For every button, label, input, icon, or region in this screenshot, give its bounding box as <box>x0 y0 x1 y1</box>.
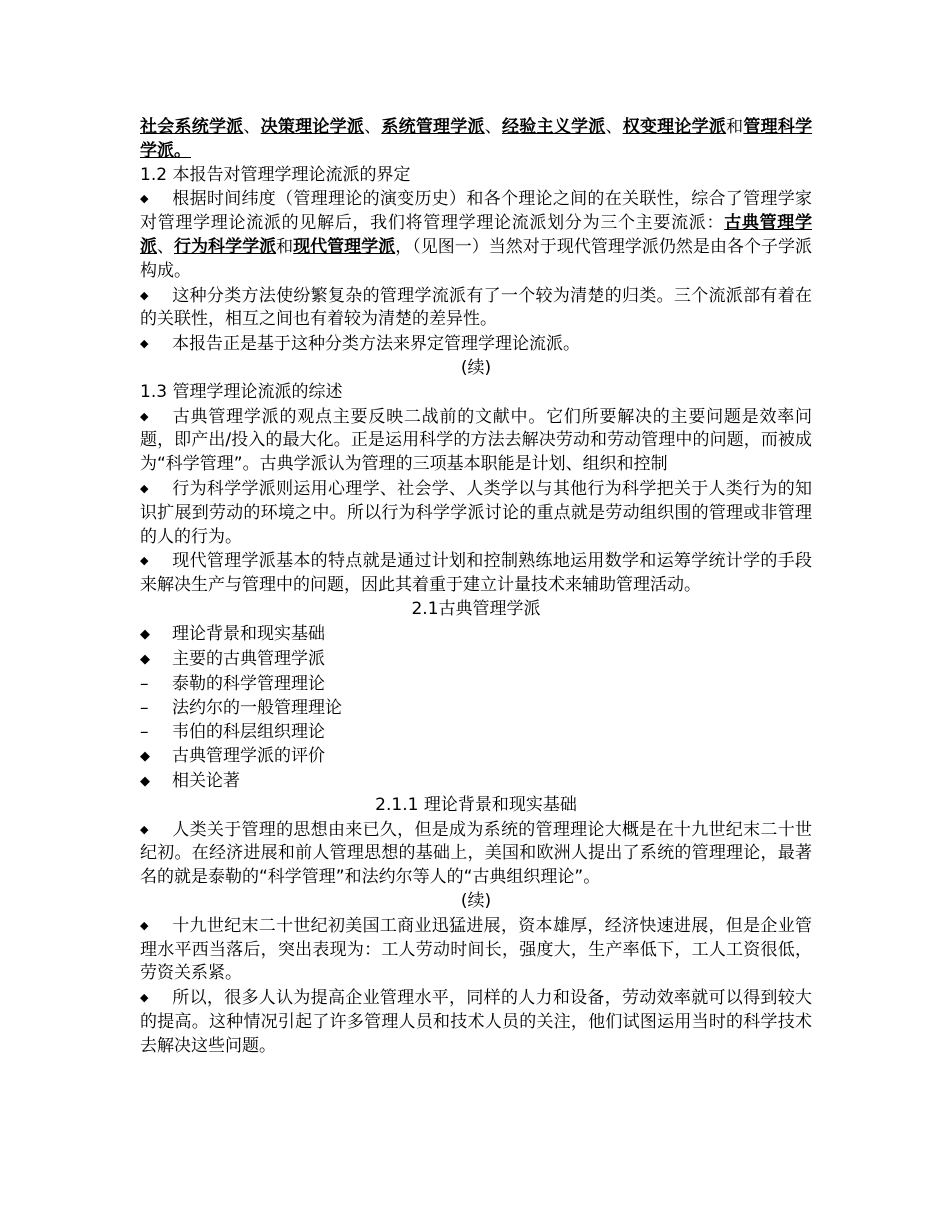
separator: 、 <box>364 117 382 137</box>
outline-item <box>140 622 812 647</box>
outline-item-label: 理论背景和现实基础 <box>172 623 325 644</box>
paragraph-1-2-a <box>140 187 812 283</box>
outline-item-label: 主要的古典管理学派 <box>172 648 325 669</box>
separator: 、 <box>243 117 261 137</box>
separator: 、 <box>605 117 623 137</box>
outline-item-label: 韦伯的科层组织理论 <box>172 721 325 742</box>
diamond-bullet-icon: ◆ <box>140 481 149 495</box>
dash-bullet-icon: – <box>140 673 149 694</box>
school-management-science: 管理科学学派 <box>140 117 813 161</box>
section-heading-2-1: 2.1古典管理学派 <box>411 598 541 619</box>
school-empiricism: 经验主义学派 <box>502 117 606 137</box>
school-modern: 现代管理学派 <box>293 236 396 257</box>
paragraph-text: 人类关于管理的思想由来已久，但是成为系统的管理理论大概是在十九世纪末二十世纪初。在经济进展和前人管理思想的基础上，美国和欧洲人提出了系统的管理理论，最著名的就是泰勒的“科学管理”和法约尔等人的“古典组织理论”。 <box>140 819 812 888</box>
school-contingency: 权变理论学派 <box>622 117 727 137</box>
diamond-bullet-icon: ◆ <box>140 192 149 206</box>
paragraph-text: 这种分类方法使纷繁复杂的管理学流派有了一个较为清楚的归类。三个流派部有着在的关联性，相互之间也有着较为清楚的差异性。 <box>140 285 812 330</box>
paragraph-2-1-1-b <box>140 914 812 986</box>
diamond-bullet-icon: ◆ <box>140 822 149 836</box>
outline-item <box>140 769 812 794</box>
dash-bullet-icon: – <box>140 697 149 718</box>
paragraph-text: ，（见图一）当然对于现代管理学派仍然是由各个子学派构成。 <box>140 236 813 281</box>
diamond-bullet-icon: ◆ <box>140 773 150 789</box>
outline-item-label: 泰勒的科学管理理论 <box>172 673 325 694</box>
paragraph-text: 所以，很多人认为提高企业管理水平，同样的人力和设备，劳动效率就可以得到较大的提高。这种情况引起了许多管理人员和技术人员的关注，他们试图运用当时的科学技术去解决这些问题。 <box>140 988 812 1056</box>
paragraph-text: 行为科学学派则运用心理学、社会学、人类学以与其他行为科学把关于人类行为的知识扩展到劳动的环境之中。所以行为科学学派讨论的重点就是劳动组织围的管理或非管理的人的行为。 <box>140 478 812 547</box>
paragraph-1-3-a <box>140 405 812 477</box>
outline-subitem <box>140 696 812 720</box>
paragraph-1-3-c <box>140 549 812 598</box>
paragraph-text: 根据时间纬度（管理理论的演变历史）和各个理论之间的在关联性，综合了管理学家对管理学理论流派的见解后，我们将管理学理论流派划分为三个主要流派： <box>140 189 812 234</box>
paragraph-2-1-1-c <box>140 986 812 1058</box>
paragraph-1-3-b <box>140 477 812 549</box>
outline-item-label: 相关论著 <box>172 770 240 791</box>
intro-paragraph <box>140 116 812 164</box>
paragraph-text: 十九世纪末二十世纪初美国工商业迅猛进展，资本雄厚，经济快速进展，但是企业管理水平西当落后，突出表现为：工人劳动时间长，强度大，生产率低下，工人工资很低，劳资关系紧。 <box>140 915 812 984</box>
paragraph-2-1-1-a <box>140 818 812 890</box>
outline-subitem <box>140 720 812 744</box>
school-system-management: 系统管理学派 <box>381 117 485 137</box>
outline-item <box>140 647 812 672</box>
diamond-bullet-icon: ◆ <box>140 748 150 764</box>
outline-subitem <box>140 672 812 696</box>
school-behavioral: 行为科学学派 <box>174 236 277 257</box>
diamond-bullet-icon: ◆ <box>140 918 149 932</box>
section-heading-1-3: 1.3 管理学理论流派的综述 <box>140 381 343 402</box>
diamond-bullet-icon: ◆ <box>140 409 149 423</box>
dash-bullet-icon: – <box>140 721 149 742</box>
section-heading-2-1-1: 2.1.1 理论背景和现实基础 <box>375 794 577 815</box>
separator: 、 <box>484 117 503 137</box>
paragraph-1-2-b <box>140 284 812 333</box>
paragraph-text: 现代管理学派基本的特点就是通过计划和控制熟练地运用数学和运筹学统计学的手段来解决生产与管理中的问题，因此其着重于建立计量技术来辅助管理活动。 <box>140 551 812 596</box>
diamond-bullet-icon: ◆ <box>140 554 149 568</box>
diamond-bullet-icon: ◆ <box>140 991 149 1005</box>
diamond-bullet-icon: ◆ <box>140 337 149 351</box>
outline-item <box>140 744 812 769</box>
paragraph-1-2-c <box>140 332 812 357</box>
diamond-bullet-icon: ◆ <box>140 651 150 667</box>
school-decision-theory: 决策理论学派 <box>260 117 365 137</box>
school-social-system: 社会系统学派 <box>140 117 244 137</box>
outline-item-label: 法约尔的一般管理理论 <box>172 697 342 718</box>
continued-label: (续) <box>460 357 492 378</box>
separator: 、 <box>157 236 175 257</box>
diamond-bullet-icon: ◆ <box>140 288 149 302</box>
section-heading-1-2: 1.2 本报告对管理学理论流派的界定 <box>140 164 411 185</box>
continued-label: (续) <box>460 890 492 911</box>
outline-item-label: 古典管理学派的评价 <box>172 745 325 766</box>
period: 。 <box>174 140 191 161</box>
document-page <box>140 116 812 1059</box>
school-classical: 古典管理学派 <box>140 213 812 257</box>
conjunction: 和 <box>276 236 294 257</box>
diamond-bullet-icon: ◆ <box>140 626 150 642</box>
paragraph-text: 本报告正是基于这种分类方法来界定管理学理论流派。 <box>172 334 580 355</box>
paragraph-text: 古典管理学派的观点主要反映二战前的文献中。它们所要解决的主要问题是效率问题，即产出/投入的最大化。正是运用科学的方法去解决劳动和劳动管理中的问题，而被成为“科学管理”。古典学派认为管理的三项基本职能是计划、组织和控制 <box>140 406 812 475</box>
conjunction: 和 <box>726 117 744 137</box>
